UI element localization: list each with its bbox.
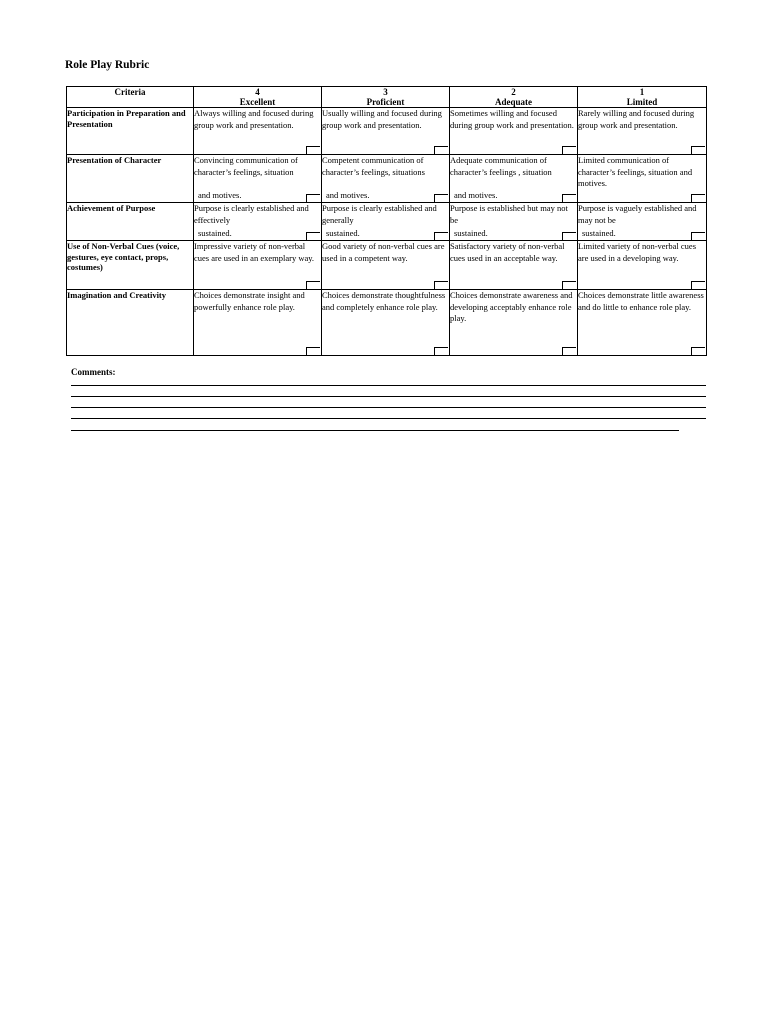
comment-line[interactable] [71, 418, 706, 419]
descriptor: Sometimes willing and focused during group work and presentation. [450, 108, 574, 130]
descriptor-tail: sustained. [326, 227, 360, 238]
score-checkbox[interactable] [434, 232, 448, 240]
comment-line[interactable] [71, 430, 679, 431]
descriptor-tail: and motives. [326, 189, 370, 200]
descriptor: Always willing and focused during group work and presentation. [194, 108, 314, 130]
descriptor: Choices demonstrate thoughtfulness and completely enhance role play. [322, 290, 446, 312]
score-checkbox[interactable] [562, 194, 576, 202]
descriptor-tail: sustained. [198, 227, 232, 238]
descriptor: Limited variety of non-verbal cues are used in a developing way. [578, 241, 697, 263]
comment-line[interactable] [71, 396, 706, 397]
score-checkbox[interactable] [691, 232, 705, 240]
score-checkbox[interactable] [691, 347, 705, 355]
score-checkbox[interactable] [306, 146, 320, 154]
level-label: Adequate [494, 97, 532, 107]
descriptor-tail: sustained. [582, 227, 616, 238]
score-checkbox[interactable] [306, 232, 320, 240]
rubric-row-participation [67, 108, 707, 155]
descriptor: Purpose is clearly established and effectively [194, 203, 309, 225]
level-score: 4 [255, 87, 260, 97]
score-cell [578, 155, 707, 203]
criteria-header: Criteria [67, 87, 194, 108]
score-cell [450, 241, 578, 290]
descriptor: Purpose is vaguely established and may not be [578, 203, 697, 225]
comments-label: Comments: [71, 367, 116, 377]
descriptor: Limited communication of character’s feelings, situation and motives. [578, 155, 693, 188]
level-header-2 [450, 87, 578, 108]
comment-line[interactable] [71, 407, 706, 408]
level-score: 3 [383, 87, 388, 97]
score-checkbox[interactable] [562, 281, 576, 289]
score-cell [322, 155, 450, 203]
score-cell [322, 203, 450, 241]
level-label: Excellent [239, 97, 276, 107]
score-checkbox[interactable] [691, 146, 705, 154]
descriptor: Convincing communication of character’s feelings, situation [194, 155, 298, 177]
descriptor: Choices demonstrate little awareness and do little to enhance role play. [578, 290, 704, 312]
criterion-label: Presentation of Character [67, 155, 194, 203]
document-title: Role Play Rubric [65, 59, 150, 71]
comment-line[interactable] [71, 385, 706, 386]
rubric-row-purpose [67, 203, 707, 241]
descriptor: Purpose is established but may not be [450, 203, 568, 225]
score-checkbox[interactable] [562, 146, 576, 154]
level-header-4 [194, 87, 322, 108]
header-row [67, 87, 707, 108]
rubric-row-imagination [67, 290, 707, 356]
score-checkbox[interactable] [306, 194, 320, 202]
descriptor: Rarely willing and focused during group work and presentation. [578, 108, 695, 130]
descriptor: Competent communication of character’s feelings, situations [322, 155, 425, 177]
score-cell [450, 155, 578, 203]
score-checkbox[interactable] [562, 347, 576, 355]
level-label: Limited [626, 97, 658, 107]
score-checkbox[interactable] [434, 347, 448, 355]
score-cell [578, 241, 707, 290]
score-cell [322, 108, 450, 155]
descriptor: Purpose is clearly established and generally [322, 203, 437, 225]
descriptor: Satisfactory variety of non-verbal cues used in an acceptable way. [450, 241, 565, 263]
descriptor: Good variety of non-verbal cues are used in a competent way. [322, 241, 445, 263]
level-score: 2 [511, 87, 516, 97]
rubric-table [66, 86, 707, 356]
score-checkbox[interactable] [562, 232, 576, 240]
level-score: 1 [639, 87, 645, 97]
score-checkbox[interactable] [691, 194, 705, 202]
level-label: Proficient [366, 97, 405, 107]
score-cell [194, 155, 322, 203]
score-cell [322, 241, 450, 290]
score-cell [450, 108, 578, 155]
score-cell [578, 290, 707, 356]
rubric-row-character [67, 155, 707, 203]
score-checkbox[interactable] [306, 347, 320, 355]
score-cell [194, 290, 322, 356]
descriptor-tail: and motives. [454, 189, 498, 200]
rubric-row-nonverbal [67, 241, 707, 290]
descriptor: Usually willing and focused during group work and presentation. [322, 108, 442, 130]
score-cell [194, 203, 322, 241]
descriptor-tail: and motives. [198, 189, 242, 200]
score-cell [194, 108, 322, 155]
criterion-label: Use of Non-Verbal Cues (voice, gestures, eye contact, props, costumes) [67, 241, 194, 290]
descriptor: Choices demonstrate insight and powerfully enhance role play. [194, 290, 305, 312]
score-cell [578, 203, 707, 241]
score-cell [450, 203, 578, 241]
score-checkbox[interactable] [306, 281, 320, 289]
score-checkbox[interactable] [434, 194, 448, 202]
score-checkbox[interactable] [434, 281, 448, 289]
score-checkbox[interactable] [434, 146, 448, 154]
descriptor-tail: sustained. [454, 227, 488, 238]
score-cell [450, 290, 578, 356]
score-cell [578, 108, 707, 155]
level-header-1 [578, 87, 707, 108]
descriptor: Adequate communication of character’s feelings , situation [450, 155, 552, 177]
descriptor: Choices demonstrate awareness and developing acceptably enhance role play. [450, 290, 573, 323]
criterion-label: Participation in Preparation and Presentation [67, 108, 194, 155]
score-cell [194, 241, 322, 290]
criterion-label: Imagination and Creativity [67, 290, 194, 356]
level-header-3 [322, 87, 450, 108]
score-cell [322, 290, 450, 356]
criterion-label: Achievement of Purpose [67, 203, 194, 241]
descriptor: Impressive variety of non-verbal cues are used in an exemplary way. [194, 241, 315, 263]
score-checkbox[interactable] [691, 281, 705, 289]
